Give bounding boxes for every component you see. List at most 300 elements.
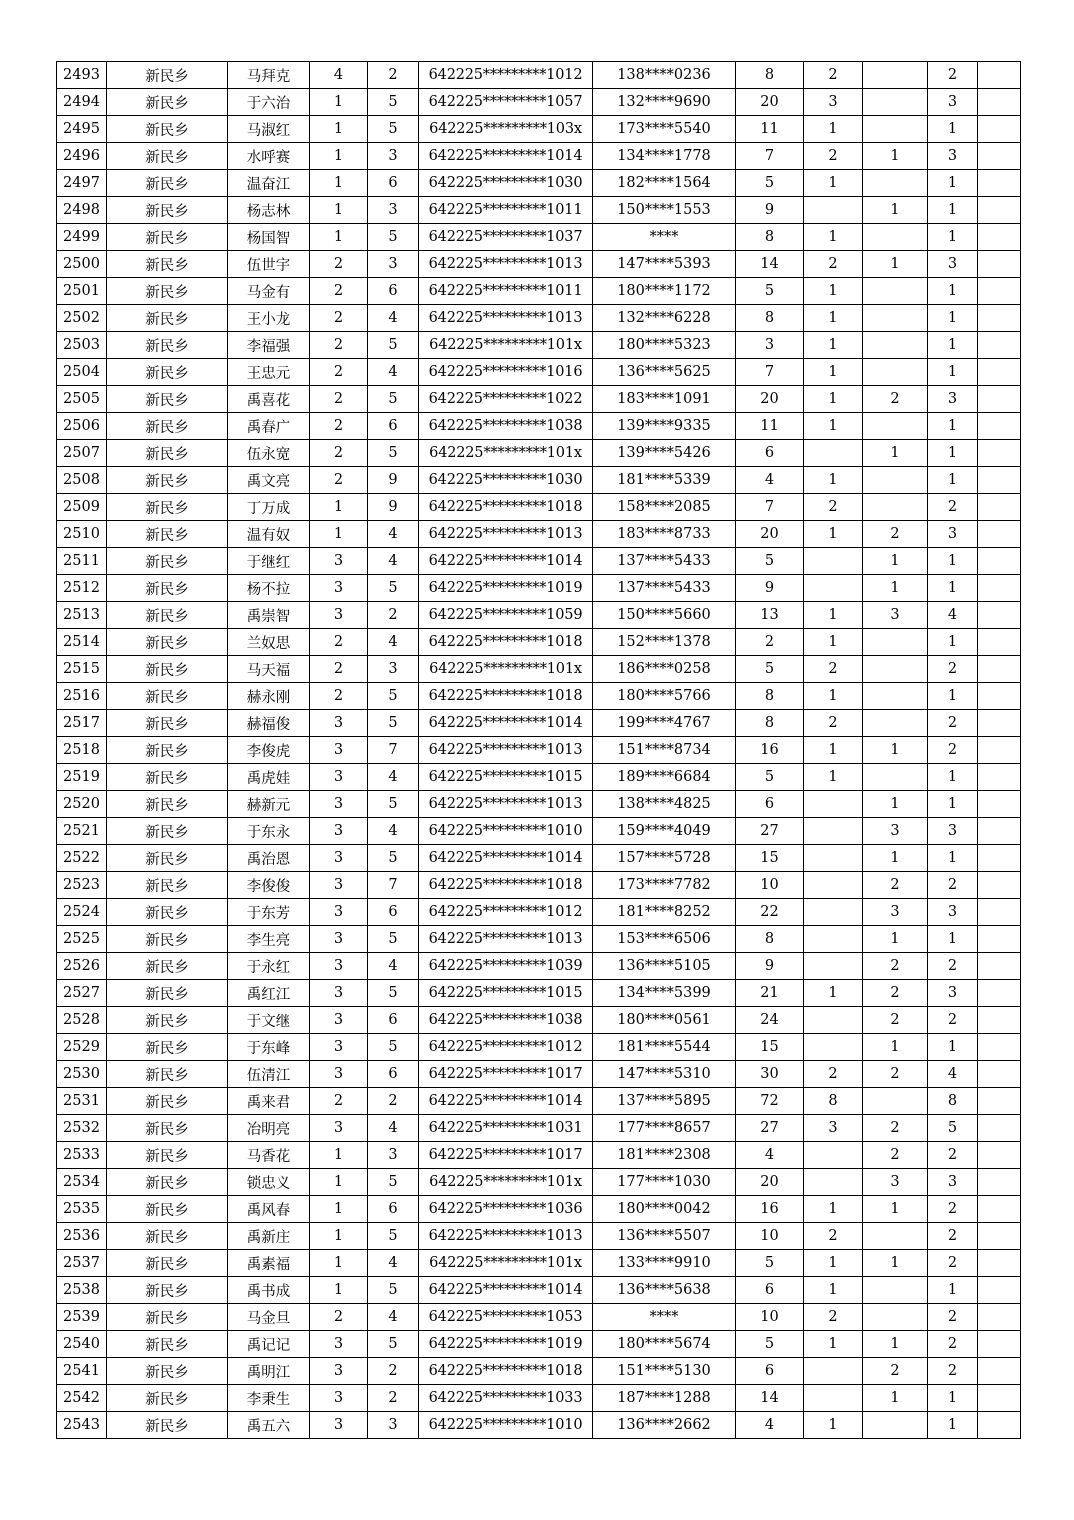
name-cell: 温奋江: [228, 170, 310, 197]
col-b-cell: 5: [368, 1223, 419, 1250]
phone-number-cell: ****: [593, 224, 736, 251]
phone-number-cell: 147****5393: [593, 251, 736, 278]
id-number-cell: 642225*********1019: [419, 1331, 593, 1358]
name-cell: 丁万成: [228, 494, 310, 521]
col-a-cell: 3: [310, 602, 368, 629]
id-number-cell: 642225*********1053: [419, 1304, 593, 1331]
serial-number-cell: 2530: [57, 1061, 107, 1088]
col-a-cell: 2: [310, 251, 368, 278]
phone-number-cell: 180****5766: [593, 683, 736, 710]
id-number-cell: 642225*********1014: [419, 548, 593, 575]
phone-number-cell: 136****2662: [593, 1412, 736, 1439]
col-b-cell: 6: [368, 1007, 419, 1034]
col-e-cell: 2: [863, 980, 928, 1007]
id-number-cell: 642225*********1013: [419, 926, 593, 953]
township-cell: 新民乡: [107, 1088, 228, 1115]
col-d-cell: 1: [804, 1250, 863, 1277]
id-number-cell: 642225*********103x: [419, 116, 593, 143]
col-d-cell: 2: [804, 62, 863, 89]
col-b-cell: 5: [368, 845, 419, 872]
table-row: [57, 197, 1021, 224]
col-c-cell: 5: [736, 1250, 804, 1277]
col-d-cell: 2: [804, 251, 863, 278]
township-cell: 新民乡: [107, 737, 228, 764]
serial-number-cell: 2516: [57, 683, 107, 710]
id-number-cell: 642225*********1018: [419, 629, 593, 656]
col-f-cell: 2: [928, 1250, 978, 1277]
col-g-cell: [978, 548, 1021, 575]
col-a-cell: 3: [310, 791, 368, 818]
name-cell: 于文继: [228, 1007, 310, 1034]
col-d-cell: 2: [804, 143, 863, 170]
id-number-cell: 642225*********1059: [419, 602, 593, 629]
table-row: [57, 1385, 1021, 1412]
name-cell: 于东芳: [228, 899, 310, 926]
col-f-cell: 2: [928, 953, 978, 980]
col-c-cell: 4: [736, 467, 804, 494]
id-number-cell: 642225*********1013: [419, 521, 593, 548]
col-a-cell: 3: [310, 575, 368, 602]
serial-number-cell: 2498: [57, 197, 107, 224]
table-row: [57, 143, 1021, 170]
col-c-cell: 10: [736, 1304, 804, 1331]
col-b-cell: 5: [368, 332, 419, 359]
col-f-cell: 2: [928, 494, 978, 521]
col-b-cell: 4: [368, 359, 419, 386]
serial-number-cell: 2503: [57, 332, 107, 359]
col-f-cell: 1: [928, 224, 978, 251]
id-number-cell: 642225*********1013: [419, 251, 593, 278]
col-b-cell: 6: [368, 899, 419, 926]
name-cell: 禹春广: [228, 413, 310, 440]
serial-number-cell: 2542: [57, 1385, 107, 1412]
col-e-cell: 1: [863, 251, 928, 278]
col-e-cell: 2: [863, 1115, 928, 1142]
col-e-cell: 3: [863, 1169, 928, 1196]
col-g-cell: [978, 89, 1021, 116]
name-cell: 禹虎娃: [228, 764, 310, 791]
col-g-cell: [978, 1061, 1021, 1088]
col-c-cell: 14: [736, 1385, 804, 1412]
table-row: [57, 1034, 1021, 1061]
name-cell: 禹来君: [228, 1088, 310, 1115]
col-a-cell: 3: [310, 764, 368, 791]
col-e-cell: 3: [863, 602, 928, 629]
col-d-cell: [804, 845, 863, 872]
col-d-cell: 1: [804, 278, 863, 305]
township-cell: 新民乡: [107, 1061, 228, 1088]
col-d-cell: [804, 440, 863, 467]
serial-number-cell: 2511: [57, 548, 107, 575]
col-e-cell: 1: [863, 845, 928, 872]
phone-number-cell: 138****4825: [593, 791, 736, 818]
col-b-cell: 4: [368, 1250, 419, 1277]
serial-number-cell: 2510: [57, 521, 107, 548]
col-a-cell: 2: [310, 683, 368, 710]
col-f-cell: 3: [928, 818, 978, 845]
col-e-cell: [863, 710, 928, 737]
township-cell: 新民乡: [107, 1115, 228, 1142]
col-g-cell: [978, 1277, 1021, 1304]
table-body: [57, 62, 1021, 1439]
name-cell: 水呼赛: [228, 143, 310, 170]
col-e-cell: [863, 629, 928, 656]
col-g-cell: [978, 62, 1021, 89]
col-g-cell: [978, 359, 1021, 386]
township-cell: 新民乡: [107, 1250, 228, 1277]
col-e-cell: 2: [863, 521, 928, 548]
township-cell: 新民乡: [107, 1412, 228, 1439]
col-f-cell: 2: [928, 710, 978, 737]
col-f-cell: 3: [928, 980, 978, 1007]
col-c-cell: 8: [736, 926, 804, 953]
col-a-cell: 3: [310, 953, 368, 980]
col-c-cell: 72: [736, 1088, 804, 1115]
col-b-cell: 4: [368, 629, 419, 656]
table-row: [57, 953, 1021, 980]
serial-number-cell: 2519: [57, 764, 107, 791]
name-cell: 李俊俊: [228, 872, 310, 899]
col-d-cell: 2: [804, 494, 863, 521]
table-row: [57, 548, 1021, 575]
col-f-cell: 4: [928, 602, 978, 629]
col-d-cell: 1: [804, 629, 863, 656]
col-e-cell: 3: [863, 899, 928, 926]
serial-number-cell: 2497: [57, 170, 107, 197]
table-row: [57, 494, 1021, 521]
table-row: [57, 1007, 1021, 1034]
col-g-cell: [978, 1358, 1021, 1385]
col-c-cell: 8: [736, 683, 804, 710]
col-g-cell: [978, 575, 1021, 602]
township-cell: 新民乡: [107, 953, 228, 980]
col-f-cell: 2: [928, 1196, 978, 1223]
table-row: [57, 1061, 1021, 1088]
col-g-cell: [978, 656, 1021, 683]
col-a-cell: 2: [310, 1304, 368, 1331]
id-number-cell: 642225*********101x: [419, 440, 593, 467]
col-f-cell: 3: [928, 251, 978, 278]
col-b-cell: 5: [368, 224, 419, 251]
township-cell: 新民乡: [107, 764, 228, 791]
id-number-cell: 642225*********1036: [419, 1196, 593, 1223]
phone-number-cell: 199****4767: [593, 710, 736, 737]
col-b-cell: 5: [368, 440, 419, 467]
township-cell: 新民乡: [107, 710, 228, 737]
col-f-cell: 3: [928, 521, 978, 548]
col-b-cell: 6: [368, 278, 419, 305]
serial-number-cell: 2501: [57, 278, 107, 305]
col-g-cell: [978, 1169, 1021, 1196]
id-number-cell: 642225*********1018: [419, 494, 593, 521]
col-f-cell: 1: [928, 764, 978, 791]
col-e-cell: 1: [863, 440, 928, 467]
col-b-cell: 4: [368, 818, 419, 845]
col-a-cell: 1: [310, 521, 368, 548]
phone-number-cell: 180****5323: [593, 332, 736, 359]
col-g-cell: [978, 1034, 1021, 1061]
col-c-cell: 7: [736, 359, 804, 386]
col-d-cell: 8: [804, 1088, 863, 1115]
col-d-cell: [804, 575, 863, 602]
col-f-cell: 1: [928, 116, 978, 143]
col-a-cell: 1: [310, 1250, 368, 1277]
table-row: [57, 521, 1021, 548]
township-cell: 新民乡: [107, 1142, 228, 1169]
col-d-cell: 1: [804, 980, 863, 1007]
township-cell: 新民乡: [107, 683, 228, 710]
col-a-cell: 1: [310, 170, 368, 197]
id-number-cell: 642225*********1030: [419, 170, 593, 197]
col-g-cell: [978, 467, 1021, 494]
col-b-cell: 2: [368, 1358, 419, 1385]
col-d-cell: 1: [804, 332, 863, 359]
id-number-cell: 642225*********1013: [419, 305, 593, 332]
serial-number-cell: 2504: [57, 359, 107, 386]
col-c-cell: 10: [736, 1223, 804, 1250]
col-e-cell: 3: [863, 818, 928, 845]
table-row: [57, 629, 1021, 656]
col-d-cell: 1: [804, 386, 863, 413]
serial-number-cell: 2494: [57, 89, 107, 116]
col-f-cell: 1: [928, 1034, 978, 1061]
col-e-cell: [863, 494, 928, 521]
col-a-cell: 2: [310, 332, 368, 359]
col-f-cell: 1: [928, 278, 978, 305]
col-a-cell: 1: [310, 1196, 368, 1223]
table-row: [57, 332, 1021, 359]
phone-number-cell: 139****5426: [593, 440, 736, 467]
col-c-cell: 27: [736, 1115, 804, 1142]
township-cell: 新民乡: [107, 1034, 228, 1061]
col-e-cell: 1: [863, 548, 928, 575]
serial-number-cell: 2521: [57, 818, 107, 845]
table-row: [57, 305, 1021, 332]
name-cell: 禹风春: [228, 1196, 310, 1223]
col-b-cell: 2: [368, 1385, 419, 1412]
table-row: [57, 899, 1021, 926]
serial-number-cell: 2527: [57, 980, 107, 1007]
col-d-cell: 2: [804, 1304, 863, 1331]
township-cell: 新民乡: [107, 1169, 228, 1196]
col-g-cell: [978, 332, 1021, 359]
col-g-cell: [978, 1304, 1021, 1331]
col-g-cell: [978, 710, 1021, 737]
phone-number-cell: 158****2085: [593, 494, 736, 521]
col-c-cell: 5: [736, 764, 804, 791]
col-e-cell: [863, 332, 928, 359]
col-a-cell: 1: [310, 89, 368, 116]
township-cell: 新民乡: [107, 575, 228, 602]
col-f-cell: 2: [928, 1223, 978, 1250]
col-c-cell: 8: [736, 224, 804, 251]
township-cell: 新民乡: [107, 1007, 228, 1034]
col-e-cell: [863, 413, 928, 440]
table-row: [57, 1115, 1021, 1142]
col-f-cell: 1: [928, 629, 978, 656]
phone-number-cell: 134****1778: [593, 143, 736, 170]
phone-number-cell: ****: [593, 1304, 736, 1331]
table-row: [57, 1358, 1021, 1385]
phone-number-cell: 137****5433: [593, 575, 736, 602]
col-b-cell: 3: [368, 251, 419, 278]
col-d-cell: [804, 197, 863, 224]
id-number-cell: 642225*********1017: [419, 1142, 593, 1169]
table-row: [57, 116, 1021, 143]
col-g-cell: [978, 170, 1021, 197]
col-a-cell: 1: [310, 1169, 368, 1196]
col-d-cell: [804, 1142, 863, 1169]
col-e-cell: [863, 305, 928, 332]
col-f-cell: 2: [928, 656, 978, 683]
township-cell: 新民乡: [107, 143, 228, 170]
col-g-cell: [978, 980, 1021, 1007]
col-b-cell: 2: [368, 1088, 419, 1115]
col-c-cell: 15: [736, 845, 804, 872]
township-cell: 新民乡: [107, 872, 228, 899]
col-a-cell: 2: [310, 359, 368, 386]
name-cell: 伍世宇: [228, 251, 310, 278]
phone-number-cell: 152****1378: [593, 629, 736, 656]
col-a-cell: 1: [310, 494, 368, 521]
col-d-cell: [804, 791, 863, 818]
col-f-cell: 2: [928, 1007, 978, 1034]
col-d-cell: [804, 1169, 863, 1196]
col-c-cell: 21: [736, 980, 804, 1007]
col-g-cell: [978, 872, 1021, 899]
col-d-cell: 3: [804, 1115, 863, 1142]
col-d-cell: 2: [804, 656, 863, 683]
col-b-cell: 5: [368, 791, 419, 818]
phone-number-cell: 177****1030: [593, 1169, 736, 1196]
township-cell: 新民乡: [107, 521, 228, 548]
col-b-cell: 5: [368, 926, 419, 953]
serial-number-cell: 2515: [57, 656, 107, 683]
serial-number-cell: 2529: [57, 1034, 107, 1061]
col-e-cell: [863, 764, 928, 791]
col-e-cell: 2: [863, 872, 928, 899]
col-e-cell: 2: [863, 386, 928, 413]
phone-number-cell: 183****8733: [593, 521, 736, 548]
serial-number-cell: 2525: [57, 926, 107, 953]
township-cell: 新民乡: [107, 1277, 228, 1304]
name-cell: 赫福俊: [228, 710, 310, 737]
col-c-cell: 24: [736, 1007, 804, 1034]
col-f-cell: 3: [928, 1169, 978, 1196]
col-d-cell: [804, 1034, 863, 1061]
col-b-cell: 3: [368, 143, 419, 170]
col-e-cell: 1: [863, 926, 928, 953]
col-g-cell: [978, 116, 1021, 143]
township-cell: 新民乡: [107, 197, 228, 224]
name-cell: 李秉生: [228, 1385, 310, 1412]
col-f-cell: 1: [928, 683, 978, 710]
name-cell: 马金旦: [228, 1304, 310, 1331]
col-e-cell: 2: [863, 1061, 928, 1088]
col-b-cell: 5: [368, 683, 419, 710]
col-b-cell: 6: [368, 413, 419, 440]
table-row: [57, 683, 1021, 710]
col-f-cell: 1: [928, 332, 978, 359]
name-cell: 禹文亮: [228, 467, 310, 494]
phone-number-cell: 134****5399: [593, 980, 736, 1007]
col-f-cell: 1: [928, 170, 978, 197]
phone-number-cell: 139****9335: [593, 413, 736, 440]
phone-number-cell: 183****1091: [593, 386, 736, 413]
col-c-cell: 16: [736, 737, 804, 764]
table-row: [57, 1088, 1021, 1115]
col-e-cell: [863, 62, 928, 89]
col-d-cell: 1: [804, 170, 863, 197]
name-cell: 禹喜花: [228, 386, 310, 413]
table-row: [57, 980, 1021, 1007]
township-cell: 新民乡: [107, 629, 228, 656]
id-number-cell: 642225*********1030: [419, 467, 593, 494]
township-cell: 新民乡: [107, 602, 228, 629]
township-cell: 新民乡: [107, 332, 228, 359]
col-e-cell: 1: [863, 197, 928, 224]
col-b-cell: 4: [368, 305, 419, 332]
col-a-cell: 3: [310, 899, 368, 926]
col-d-cell: 1: [804, 116, 863, 143]
col-a-cell: 3: [310, 818, 368, 845]
col-f-cell: 1: [928, 197, 978, 224]
serial-number-cell: 2540: [57, 1331, 107, 1358]
col-a-cell: 2: [310, 629, 368, 656]
col-d-cell: [804, 872, 863, 899]
col-f-cell: 3: [928, 143, 978, 170]
name-cell: 王忠元: [228, 359, 310, 386]
township-cell: 新民乡: [107, 1196, 228, 1223]
col-f-cell: 2: [928, 1142, 978, 1169]
col-d-cell: 2: [804, 1061, 863, 1088]
col-b-cell: 2: [368, 602, 419, 629]
township-cell: 新民乡: [107, 224, 228, 251]
township-cell: 新民乡: [107, 359, 228, 386]
col-a-cell: 3: [310, 1007, 368, 1034]
col-d-cell: [804, 818, 863, 845]
col-b-cell: 4: [368, 1115, 419, 1142]
serial-number-cell: 2512: [57, 575, 107, 602]
serial-number-cell: 2528: [57, 1007, 107, 1034]
col-a-cell: 2: [310, 386, 368, 413]
serial-number-cell: 2533: [57, 1142, 107, 1169]
serial-number-cell: 2493: [57, 62, 107, 89]
phone-number-cell: 150****1553: [593, 197, 736, 224]
col-a-cell: 4: [310, 62, 368, 89]
township-cell: 新民乡: [107, 926, 228, 953]
col-a-cell: 3: [310, 1385, 368, 1412]
col-d-cell: 1: [804, 467, 863, 494]
col-e-cell: 1: [863, 737, 928, 764]
col-a-cell: 3: [310, 980, 368, 1007]
col-g-cell: [978, 1088, 1021, 1115]
phone-number-cell: 137****5433: [593, 548, 736, 575]
table-row: [57, 791, 1021, 818]
name-cell: 马天福: [228, 656, 310, 683]
col-g-cell: [978, 305, 1021, 332]
phone-number-cell: 132****6228: [593, 305, 736, 332]
col-b-cell: 4: [368, 1304, 419, 1331]
col-b-cell: 5: [368, 1331, 419, 1358]
col-f-cell: 8: [928, 1088, 978, 1115]
col-a-cell: 2: [310, 440, 368, 467]
serial-number-cell: 2506: [57, 413, 107, 440]
col-f-cell: 1: [928, 467, 978, 494]
col-a-cell: 1: [310, 1223, 368, 1250]
name-cell: 兰奴思: [228, 629, 310, 656]
col-c-cell: 11: [736, 116, 804, 143]
